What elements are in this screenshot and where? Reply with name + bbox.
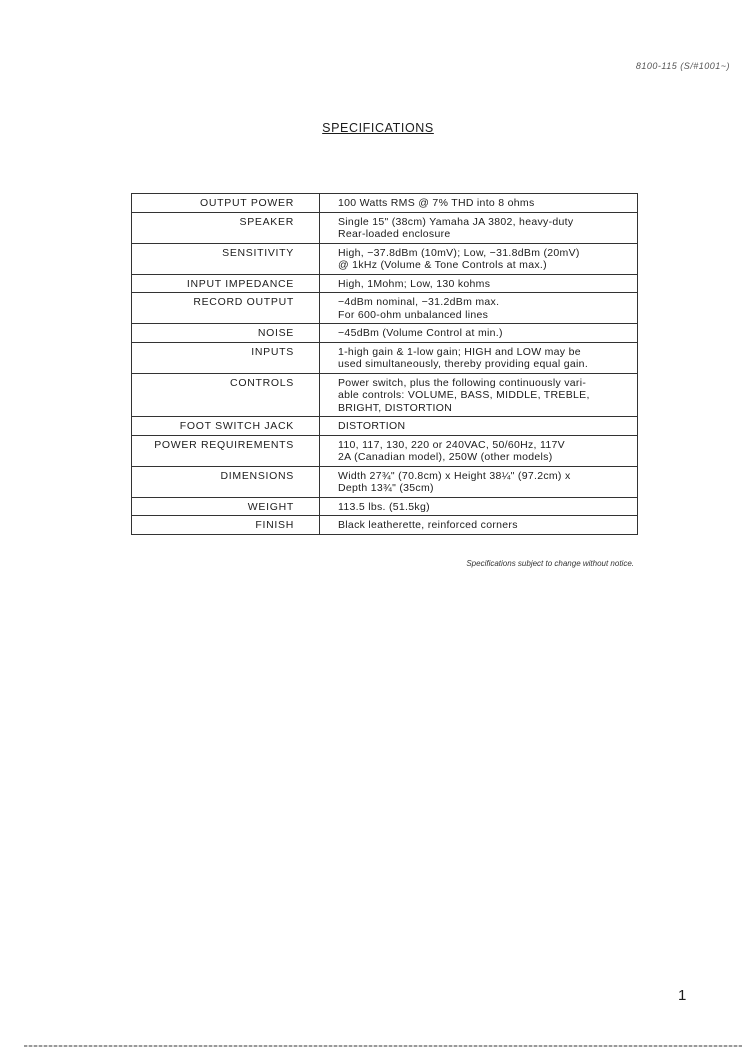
- spec-value: [320, 293, 638, 324]
- spec-row: [132, 274, 638, 293]
- spec-label: INPUTS: [132, 342, 320, 373]
- spec-value: [320, 466, 638, 497]
- spec-value: [320, 435, 638, 466]
- spec-row: [132, 342, 638, 373]
- spec-value: [320, 373, 638, 417]
- spec-value: [320, 274, 638, 293]
- spec-value: [320, 342, 638, 373]
- page-number: 1: [678, 987, 687, 1004]
- spec-value-line: Width 27¾" (70.8cm) x Height 38¼" (97.2cm) x: [338, 469, 571, 482]
- spec-value-line: 1-high gain & 1-low gain; HIGH and LOW may be: [338, 345, 581, 358]
- spec-row: [132, 516, 638, 535]
- spec-value-line: BRIGHT, DISTORTION: [338, 401, 453, 414]
- spec-label: FOOT SWITCH JACK: [132, 417, 320, 436]
- spec-value-line: able controls: VOLUME, BASS, MIDDLE, TREBLE,: [338, 389, 590, 401]
- spec-value-line: −45dBm (Volume Control at min.): [338, 327, 503, 339]
- footnote: Specifications subject to change without notice.: [466, 559, 634, 568]
- spec-value-line: −4dBm nominal, −31.2dBm max.: [338, 296, 500, 308]
- spec-value: [320, 516, 638, 535]
- spec-label: DIMENSIONS: [132, 466, 320, 497]
- spec-value-line: Rear-loaded enclosure: [338, 228, 451, 240]
- spec-value: [320, 417, 638, 436]
- spec-row: [132, 324, 638, 343]
- spec-value: [320, 212, 638, 243]
- specifications-table-body: [132, 194, 638, 535]
- spec-label: CONTROLS: [132, 373, 320, 417]
- spec-value: [320, 497, 638, 516]
- spec-value-line: 2A (Canadian model), 250W (other models): [338, 451, 553, 463]
- page-title: SPECIFICATIONS: [322, 121, 434, 135]
- spec-value-line: Black leatherette, reinforced corners: [338, 519, 518, 531]
- scan-edge-divider: [24, 1045, 742, 1047]
- spec-value-line: High, −37.8dBm (10mV); Low, −31.8dBm (20mV): [338, 246, 580, 259]
- spec-row: [132, 466, 638, 497]
- spec-label: WEIGHT: [132, 497, 320, 516]
- spec-value: [320, 194, 638, 213]
- spec-value-line: @ 1kHz (Volume & Tone Controls at max.): [338, 259, 547, 271]
- spec-label: SENSITIVITY: [132, 243, 320, 274]
- document-reference: 8100-115 (S/#1001~): [635, 61, 730, 71]
- spec-value: [320, 243, 638, 274]
- specifications-table: [131, 193, 638, 535]
- spec-label: NOISE: [132, 324, 320, 343]
- spec-row: [132, 373, 638, 417]
- spec-row: [132, 293, 638, 324]
- spec-row: [132, 194, 638, 213]
- spec-value-line: 110, 117, 130, 220 or 240VAC, 50/60Hz, 117V: [338, 438, 565, 451]
- spec-label: POWER REQUIREMENTS: [132, 435, 320, 466]
- spec-label: INPUT IMPEDANCE: [132, 274, 320, 293]
- spec-label: FINISH: [132, 516, 320, 535]
- spec-label: SPEAKER: [132, 212, 320, 243]
- spec-row: [132, 417, 638, 436]
- spec-label: OUTPUT POWER: [132, 194, 320, 213]
- spec-row: [132, 435, 638, 466]
- spec-row: [132, 243, 638, 274]
- spec-value-line: 100 Watts RMS @ 7% THD into 8 ohms: [338, 197, 535, 209]
- spec-value-line: For 600-ohm unbalanced lines: [338, 308, 489, 321]
- spec-value-line: 113.5 lbs. (51.5kg): [338, 500, 430, 513]
- spec-value-line: DISTORTION: [338, 420, 406, 432]
- spec-row: [132, 497, 638, 516]
- spec-value-line: Single 15" (38cm) Yamaha JA 3802, heavy-duty: [338, 215, 574, 228]
- spec-value-line: High, 1Mohm; Low, 130 kohms: [338, 277, 491, 290]
- spec-value-line: used simultaneously, thereby providing equal gain.: [338, 358, 589, 370]
- spec-value-line: Power switch, plus the following continuously vari-: [338, 376, 587, 389]
- spec-label: RECORD OUTPUT: [132, 293, 320, 324]
- spec-value-line: Depth 13¾" (35cm): [338, 482, 434, 494]
- spec-value: [320, 324, 638, 343]
- spec-row: [132, 212, 638, 243]
